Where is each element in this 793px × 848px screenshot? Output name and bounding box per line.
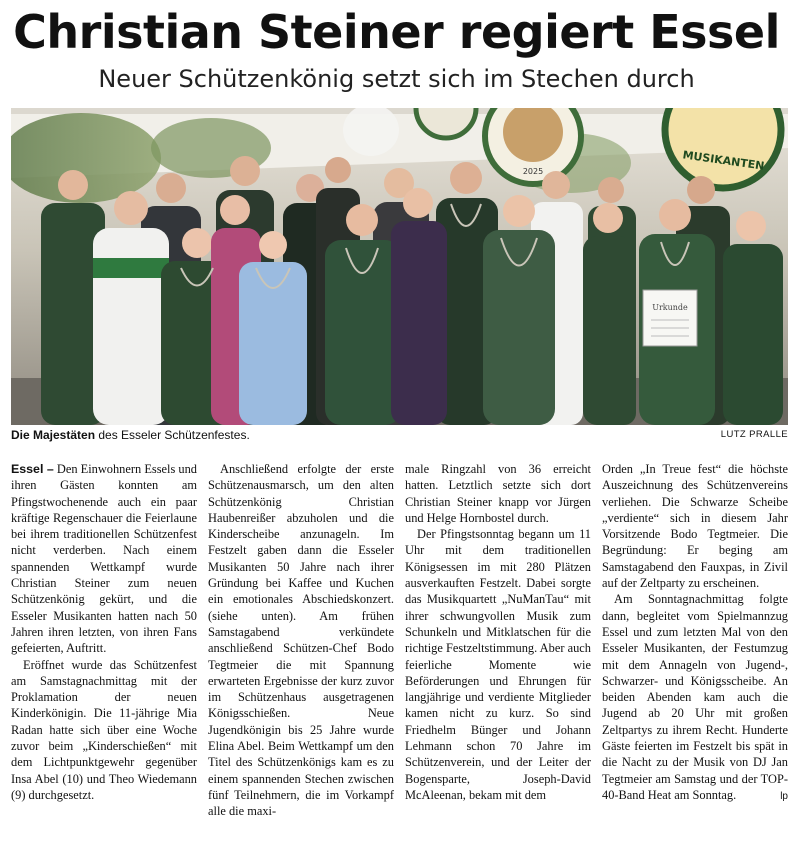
caption-bold: Die Majestäten bbox=[11, 428, 96, 442]
paragraph: Der Pfingstsonntag begann um 11 Uhr mit dem traditionellen Königsessen im mit 280 Plätzen ausverkauften Festzelt. Dabei sorgte das Musikquartett „NuManTau“ mit ihrer schwungvollen Musik zum Schunkeln und Mitklatschen für die richtige Festzeltstimmung. Aber auch feierliche Momente wie Beförderungen und Ehrungen für langjährige und verdiente Mitglieder kamen nicht zu kurz. So sind Friedhelm Bünger und Johann Lehmann schon 70 Jahre im Schützenverein, und der Leiter der Bogensparte, Joseph-David McAleenan, bekam mit dem bbox=[405, 527, 591, 802]
article-column-4 bbox=[602, 461, 788, 845]
photo-caption bbox=[11, 428, 788, 446]
caption-text: des Esseler Schützenfestes. bbox=[95, 428, 250, 442]
paragraph: Orden „In Treue fest“ die höchste Auszeichnung des Schützenvereins verliehen. Die Schwarze Scheibe „verdiente“ sich in diesem Jahr Vorsitzende Bodo Tegtmeier. Die Begründung: Er beging am Samstagabend den Fauxpas, in Zivil auf der Zeltparty zu erscheinen. bbox=[602, 462, 788, 591]
dateline: Essel – bbox=[11, 462, 54, 476]
article-column-3 bbox=[405, 461, 591, 845]
banner-center bbox=[485, 108, 581, 184]
certificate-text: Urkunde bbox=[652, 303, 688, 312]
photo-credit: LUTZ PRALLE bbox=[720, 429, 788, 440]
banner-right bbox=[665, 108, 781, 188]
article-column-2 bbox=[208, 461, 394, 845]
paragraph-text: Den Einwohnern Essels und ihren Gästen konnten am Pfingstwochenende auch ein paar kräftige Regenschauer die Feierlaune bei ihrem traditionellen Schützenfest nicht verderben. Nach einem spannenden Wettkampf wurde Christian Steiner zum neuen Schützenkönig gekürt, und die Esseler Musikanten hatten nach 50 Jahren ihren letzten, von ihren Fans gefeierten, Auftritt. bbox=[11, 462, 197, 656]
headline: Christian Steiner regiert Essel bbox=[13, 5, 780, 59]
paragraph: male Ringzahl von 36 erreicht hatten. Letztlich setzte sich dort Christian Steiner knapp vor Jürgen und Helge Hornbostel durch. bbox=[405, 462, 591, 525]
paragraph: Eröffnet wurde das Schützenfest am Samstagnachmittag mit der Proklamation der neuen Kinderkönigin. Die 11-jährige Mia Radan hatte sich über eine Woche zuvor beim „Kinderschießen“ mit dem Lichtpunktgewehr gegenüber Insa Abel (10) und Theo Wiedemann (9) durchgesetzt. bbox=[11, 657, 197, 802]
banner-right-text: MUSIKANTEN bbox=[681, 148, 766, 173]
certificate bbox=[643, 290, 697, 346]
paragraph bbox=[11, 461, 197, 657]
article-column-1 bbox=[11, 461, 197, 845]
banner-center-text: 2025 bbox=[522, 167, 544, 176]
author-signature: lp bbox=[780, 790, 788, 802]
group-photo bbox=[11, 108, 788, 425]
paragraph: Anschließend erfolgte der erste Schützenausmarsch, um den alten Schützenkönig Christian Haubenreißer abzuholen und die Kinderscheibe anzunageln. Im Festzelt gaben dann die Esseler Musikanten 50 Jahre nach ihrer Gründung bei Kaffee und Kuchen ein emotionales Abschiedskonzert. (siehe unten). Am frühen Samstagabend verkündete anschließend Schützen-Chef Bodo Tegtmeier die mit Spannung erwarteten Ergebnisse der kurz zuvor im Schützenhaus ausgetragenen Königsschießen. Neue Jugendkönigin bis 25 Jahre wurde Elina Abel. Beim Wettkampf um den Titel des Schützenkönigs kam es zu einem spannenden Stechen zwischen fünf Teilnehmern, die im Vorkampf alle die maxi- bbox=[208, 462, 394, 819]
article-body bbox=[11, 461, 788, 845]
subheadline: Neuer Schützenkönig setzt sich im Stechen durch bbox=[98, 65, 695, 93]
paragraph bbox=[602, 591, 788, 803]
paragraph-text: Am Sonntagnachmittag folgte dann, begleitet vom Spielmannzug Essel und zum letzten Mal von den Esseler Musikanten, der Festumzug mit dem Annageln von Jugend-, Schwarzer- und Königsscheibe. An beiden Abenden kam auch die Jugend ab 20 Uhr mit großen Zeltpartys zu ihrem Recht. Hunderte Gäste feierten im Festzelt bis spät in die Nacht zu der Musik von DJ Jan Tegtmeier am Samstag und der TOP-40-Band Heat am Sonntag. bbox=[602, 592, 788, 802]
